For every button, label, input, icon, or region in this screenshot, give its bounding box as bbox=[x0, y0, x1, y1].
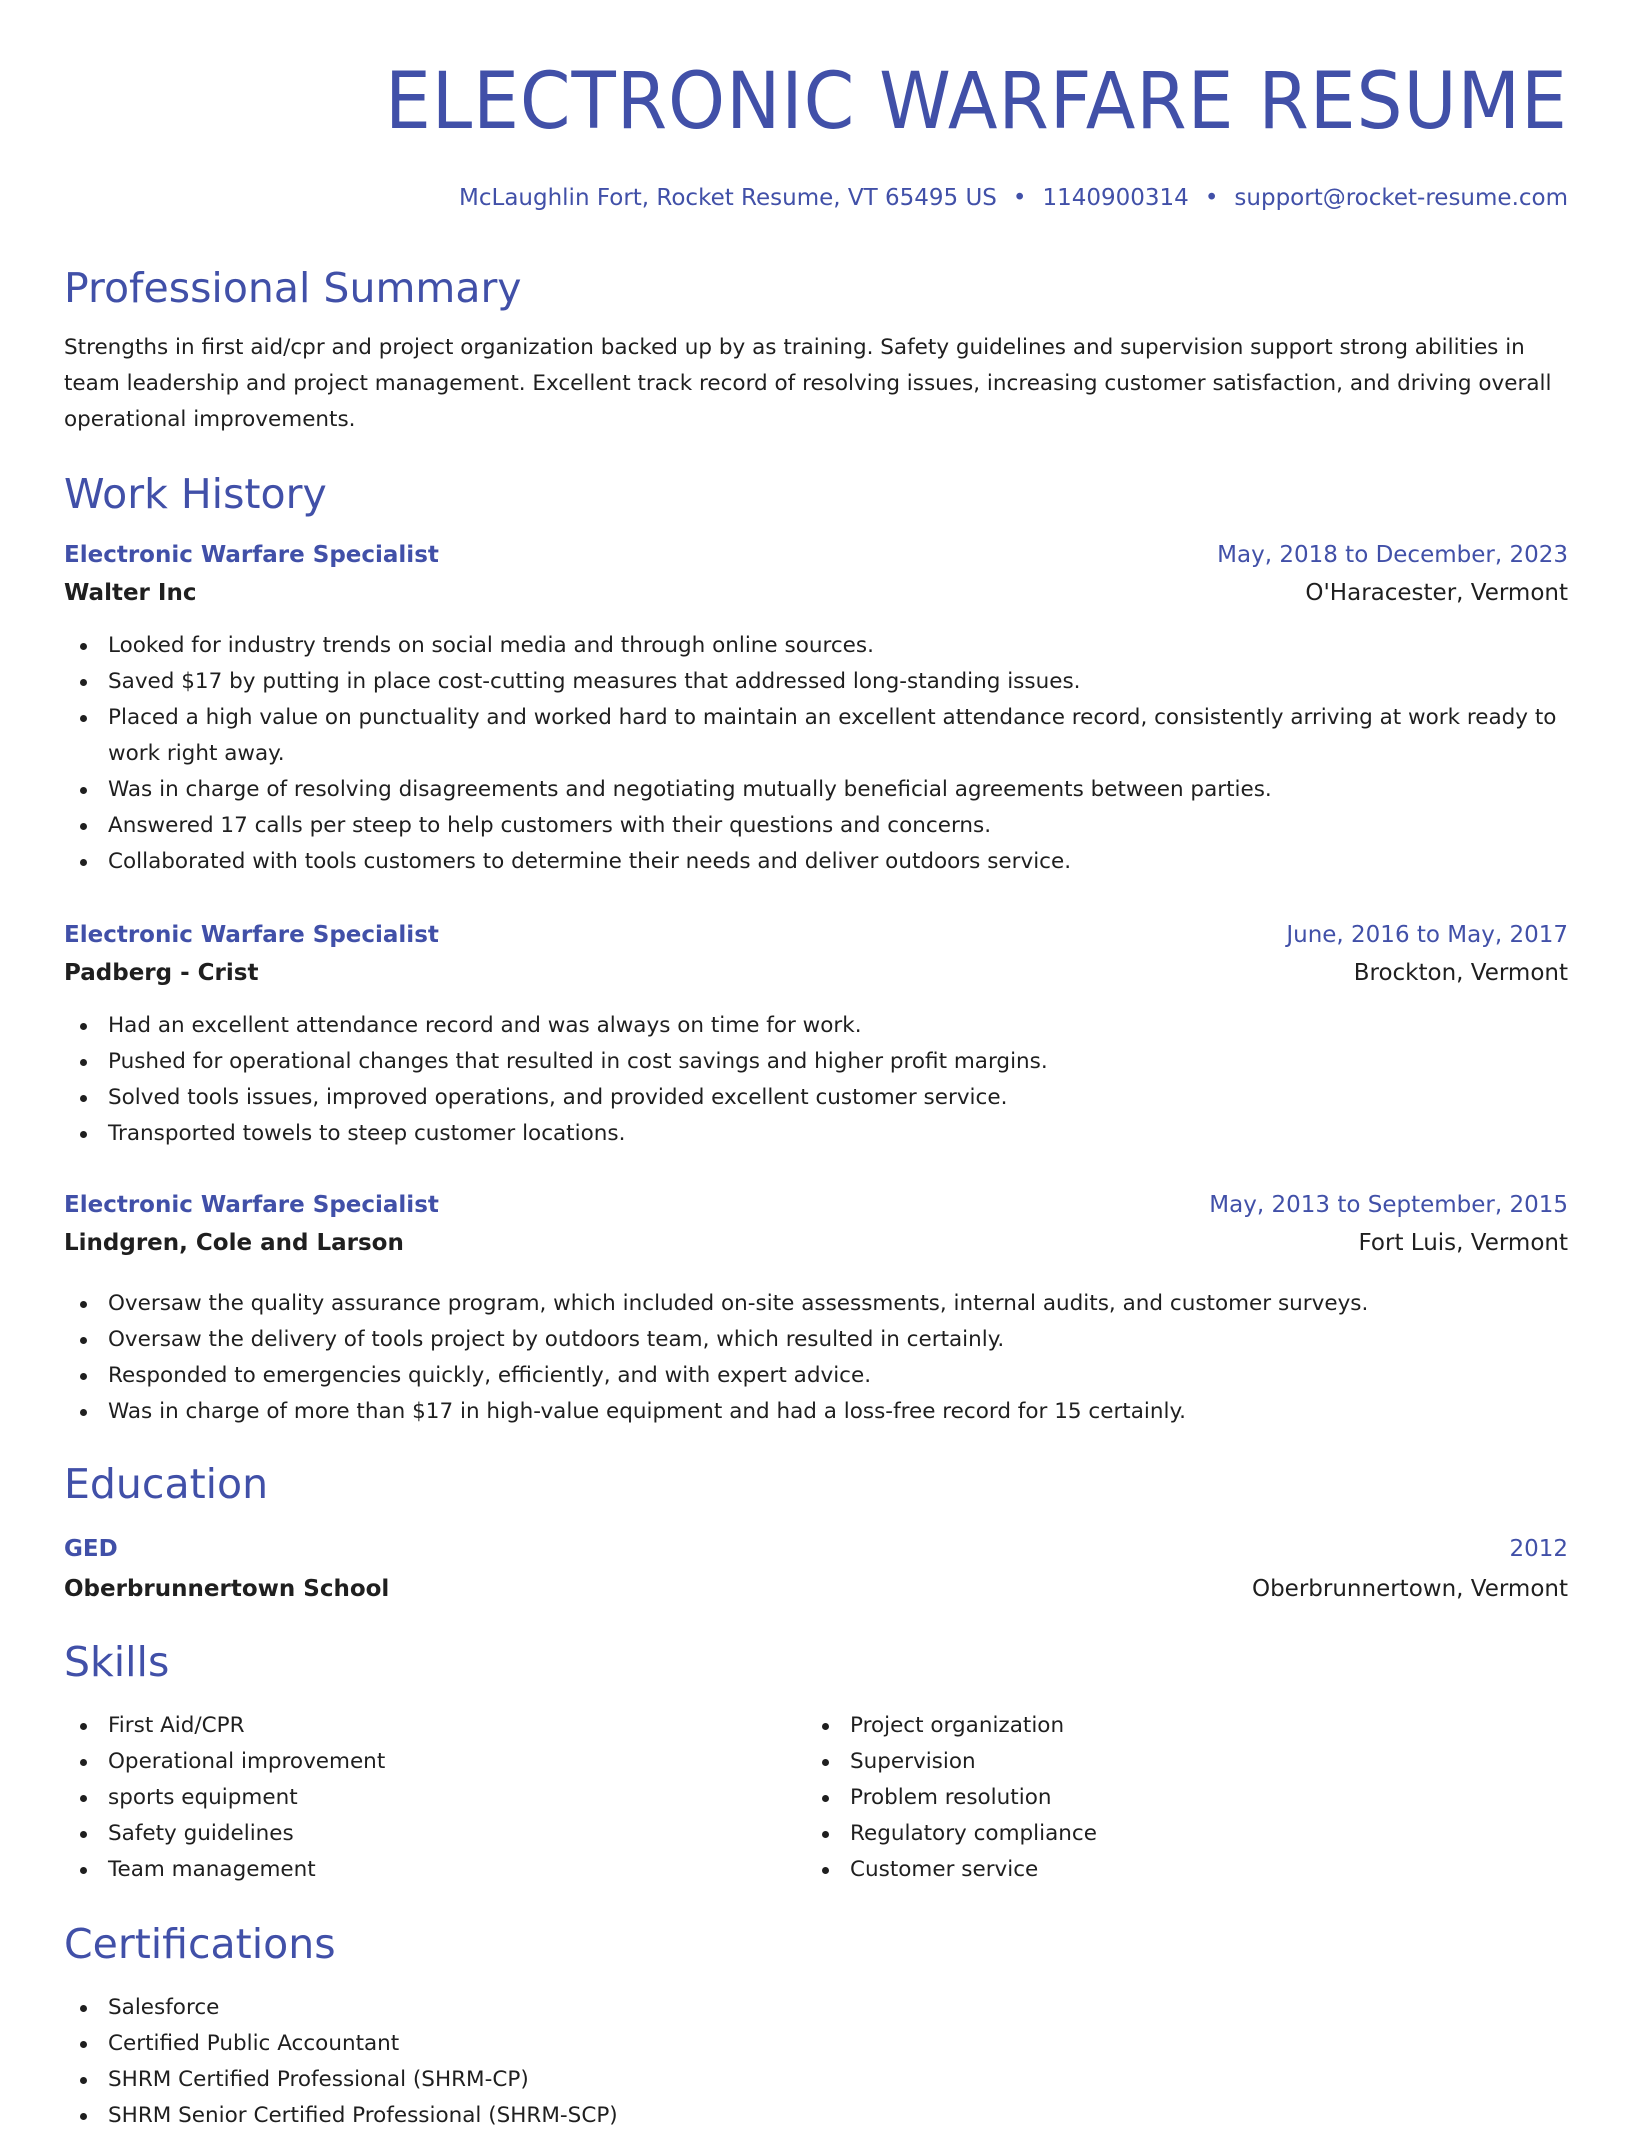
job-company: Walter Inc bbox=[64, 580, 197, 606]
list-item: Oversaw the quality assurance program, which included on-site assessments, internal audits, and customer surveys. bbox=[64, 1286, 1574, 1322]
education-school: Oberbrunnertown School bbox=[64, 1576, 390, 1602]
education-school-row bbox=[64, 1570, 1568, 1608]
education-header bbox=[64, 1530, 1568, 1568]
skill-item: Safety guidelines bbox=[64, 1816, 764, 1852]
list-item: Looked for industry trends on social media and through online sources. bbox=[64, 628, 1574, 664]
skill-item: Project organization bbox=[806, 1708, 1506, 1744]
list-item: Solved tools issues, improved operations, and provided excellent customer service. bbox=[64, 1080, 1574, 1116]
job-company: Padberg - Crist bbox=[64, 960, 259, 986]
skill-item: Problem resolution bbox=[806, 1780, 1506, 1816]
job-bullets bbox=[64, 1286, 1574, 1430]
contact-separator: • bbox=[1204, 185, 1219, 211]
job-header bbox=[64, 1186, 1568, 1224]
list-item: Saved $17 by putting in place cost-cutting measures that addressed long-standing issues. bbox=[64, 664, 1574, 700]
resume-name: ELECTRONIC WARFARE RESUME bbox=[385, 57, 1568, 147]
job-bullets bbox=[64, 1008, 1574, 1152]
certification-item: SHRM Senior Certified Professional (SHRM-SCP) bbox=[64, 2098, 964, 2134]
skill-item: sports equipment bbox=[64, 1780, 764, 1816]
skill-item: Regulatory compliance bbox=[806, 1816, 1506, 1852]
job-title: Electronic Warfare Specialist bbox=[64, 542, 439, 568]
job-header bbox=[64, 916, 1568, 954]
job-dates: May, 2013 to September, 2015 bbox=[1209, 1192, 1568, 1218]
job-header bbox=[64, 536, 1568, 574]
work-history-heading: Work History bbox=[64, 470, 327, 518]
job-location: Brockton, Vermont bbox=[1353, 960, 1568, 986]
education-location: Oberbrunnertown, Vermont bbox=[1251, 1576, 1568, 1602]
skill-item: Customer service bbox=[806, 1852, 1506, 1888]
list-item: Was in charge of more than $17 in high-value equipment and had a loss-free record for 15 certainly. bbox=[64, 1394, 1574, 1430]
summary-text: Strengths in first aid/cpr and project organization backed up by as training. Safety guidelines and supervision support strong abilities in team leadership and project management. Excellent track record of resolving issues, increasing customer satisfaction, and driving overall operational improvements. bbox=[64, 335, 1552, 432]
list-item: Had an excellent attendance record and was always on time for work. bbox=[64, 1008, 1574, 1044]
certification-item: SHRM Certified Professional (SHRM-CP) bbox=[64, 2062, 964, 2098]
job-bullets bbox=[64, 628, 1574, 880]
skill-item: Supervision bbox=[806, 1744, 1506, 1780]
job-title: Electronic Warfare Specialist bbox=[64, 1192, 439, 1218]
contact-address: McLaughlin Fort, Rocket Resume, VT 65495 US bbox=[459, 185, 997, 211]
contact-phone: 1140900314 bbox=[1042, 185, 1189, 211]
job-employer bbox=[64, 954, 1568, 992]
certification-item: Certified Public Accountant bbox=[64, 2026, 964, 2062]
job-dates: May, 2018 to December, 2023 bbox=[1217, 542, 1568, 568]
certifications-heading: Certifications bbox=[64, 1920, 336, 1968]
list-item: Responded to emergencies quickly, efficiently, and with expert advice. bbox=[64, 1358, 1574, 1394]
job-company: Lindgren, Cole and Larson bbox=[64, 1230, 404, 1256]
education-degree: GED bbox=[64, 1536, 118, 1562]
list-item: Placed a high value on punctuality and worked hard to maintain an excellent attendance record, consistently arriving at work ready to work right away. bbox=[64, 700, 1574, 772]
education-year: 2012 bbox=[1509, 1536, 1568, 1562]
list-item: Collaborated with tools customers to determine their needs and deliver outdoors service. bbox=[64, 844, 1574, 880]
contact-line bbox=[459, 180, 1568, 216]
list-item: Transported towels to steep customer locations. bbox=[64, 1116, 1574, 1152]
contact-email: support@rocket-resume.com bbox=[1234, 185, 1568, 211]
skill-item: Team management bbox=[64, 1852, 764, 1888]
certifications-list bbox=[64, 1990, 964, 2134]
job-employer bbox=[64, 574, 1568, 612]
education-heading: Education bbox=[64, 1460, 269, 1508]
list-item: Oversaw the delivery of tools project by outdoors team, which resulted in certainly. bbox=[64, 1322, 1574, 1358]
list-item: Was in charge of resolving disagreements and negotiating mutually beneficial agreements between parties. bbox=[64, 772, 1574, 808]
skills-heading: Skills bbox=[64, 1638, 170, 1686]
certification-item: Salesforce bbox=[64, 1990, 964, 2026]
skills-list-right bbox=[806, 1708, 1506, 1888]
job-dates: June, 2016 to May, 2017 bbox=[1286, 922, 1568, 948]
skill-item: Operational improvement bbox=[64, 1744, 764, 1780]
job-location: O'Haracester, Vermont bbox=[1305, 580, 1568, 606]
job-employer bbox=[64, 1224, 1568, 1262]
skill-item: First Aid/CPR bbox=[64, 1708, 764, 1744]
skills-list-left bbox=[64, 1708, 764, 1888]
job-title: Electronic Warfare Specialist bbox=[64, 922, 439, 948]
job-location: Fort Luis, Vermont bbox=[1358, 1230, 1568, 1256]
list-item: Answered 17 calls per steep to help customers with their questions and concerns. bbox=[64, 808, 1574, 844]
list-item: Pushed for operational changes that resulted in cost savings and higher profit margins. bbox=[64, 1044, 1574, 1080]
summary-heading: Professional Summary bbox=[64, 264, 522, 312]
contact-separator: • bbox=[1012, 185, 1027, 211]
